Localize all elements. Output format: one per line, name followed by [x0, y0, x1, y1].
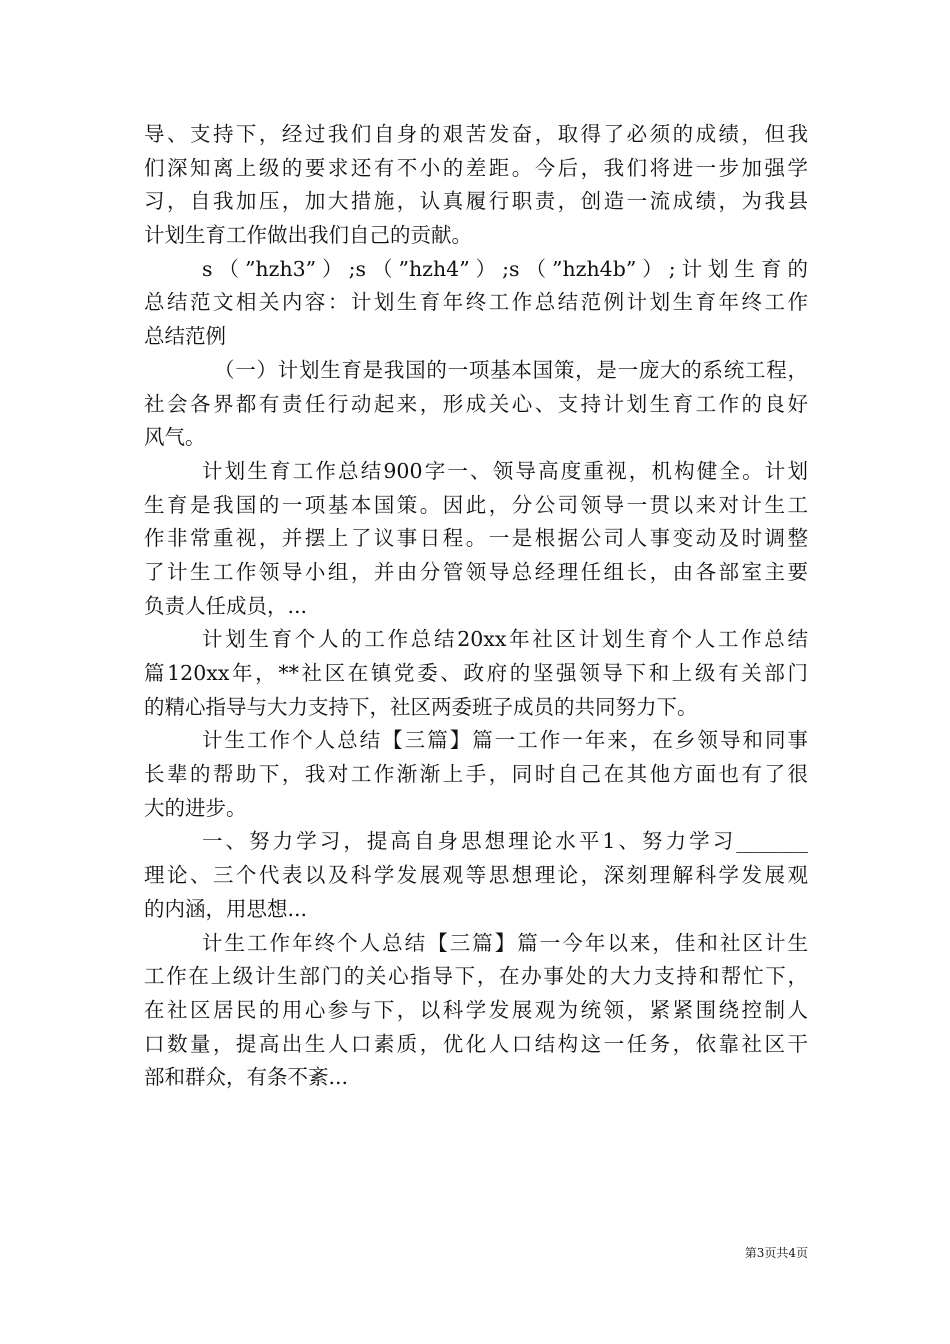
paragraph [144, 724, 808, 825]
text-line: s（”hzh3”）;s（”hzh4”）;s（”hzh4b”）;计划生育的 [202, 256, 808, 281]
text-line: 的内涵，用思想... [144, 896, 308, 921]
text-line: 计划生育工作总结900字一、领导高度重视，机构健全。计划 [202, 458, 808, 483]
paragraph [144, 253, 808, 354]
text-line: 习，自我加压，加大措施，认真履行职责，创造一流成绩，为我县 [144, 189, 808, 214]
text-line: 社会各界都有责任行动起来，形成关心、支持计划生育工作的良好 [144, 391, 808, 416]
text-line: 们深知离上级的要求还有不小的差距。今后，我们将进一步加强学 [144, 155, 808, 180]
paragraph [144, 455, 808, 623]
paragraph [144, 118, 808, 253]
text-line: 口数量，提高出生人口素质，优化人口结构这一任务，依靠社区干 [144, 1031, 808, 1056]
text-line: 风气。 [144, 425, 206, 450]
text-line: 理论、三个代表以及科学发展观等思想理论，深刻理解科学发展观 [144, 863, 808, 888]
text-line: 一、努力学习，提高自身思想理论水平1、努力学习_______ [202, 829, 808, 854]
text-line: 总结范例 [144, 324, 226, 349]
text-line: 长辈的帮助下，我对工作渐渐上手，同时自己在其他方面也有了很 [144, 762, 808, 787]
text-line: 大的进步。 [144, 795, 247, 820]
text-line: 计划生育个人的工作总结20xx年社区计划生育个人工作总结 [202, 627, 808, 652]
text-line: 的精心指导与大力支持下，社区两委班子成员的共同努力下。 [144, 694, 698, 719]
text-line: 总结范文相关内容：计划生育年终工作总结范例计划生育年终工作 [144, 290, 808, 315]
paragraph [144, 623, 808, 724]
paragraph [144, 825, 808, 926]
text-line: 工作在上级计生部门的关心指导下，在办事处的大力支持和帮忙下， [144, 964, 808, 989]
text-line: 计生工作年终个人总结【三篇】篇一今年以来，佳和社区计生 [202, 930, 808, 955]
text-line: 篇120xx年，**社区在镇党委、政府的坚强领导下和上级有关部门 [144, 661, 808, 685]
text-line: 计生工作个人总结【三篇】篇一工作一年来，在乡领导和同事 [202, 728, 808, 753]
text-line: （一）计划生育是我国的一项基本国策，是一庞大的系统工程， [214, 357, 808, 382]
text-line: 部和群众，有条不紊... [144, 1065, 349, 1090]
paragraph [144, 927, 808, 1095]
text-line: 导、支持下，经过我们自身的艰苦发奋，取得了必须的成绩，但我 [144, 122, 808, 146]
text-line: 负责人任成员，... [144, 593, 308, 618]
page-number: 第3页共4页 [744, 1246, 808, 1260]
text-line: 作非常重视，并摆上了议事日程。一是根据公司人事变动及时调整 [144, 526, 808, 551]
text-line: 了计生工作领导小组，并由分管领导总经理任组长，由各部室主要 [144, 559, 808, 584]
paragraph [144, 354, 808, 455]
document-body [144, 118, 808, 1095]
text-line: 生育是我国的一项基本国策。因此，分公司领导一贯以来对计生工 [144, 492, 808, 517]
text-line: 在社区居民的用心参与下，以科学发展观为统领，紧紧围绕控制人 [144, 997, 808, 1022]
text-line: 计划生育工作做出我们自己的贡献。 [144, 223, 472, 248]
